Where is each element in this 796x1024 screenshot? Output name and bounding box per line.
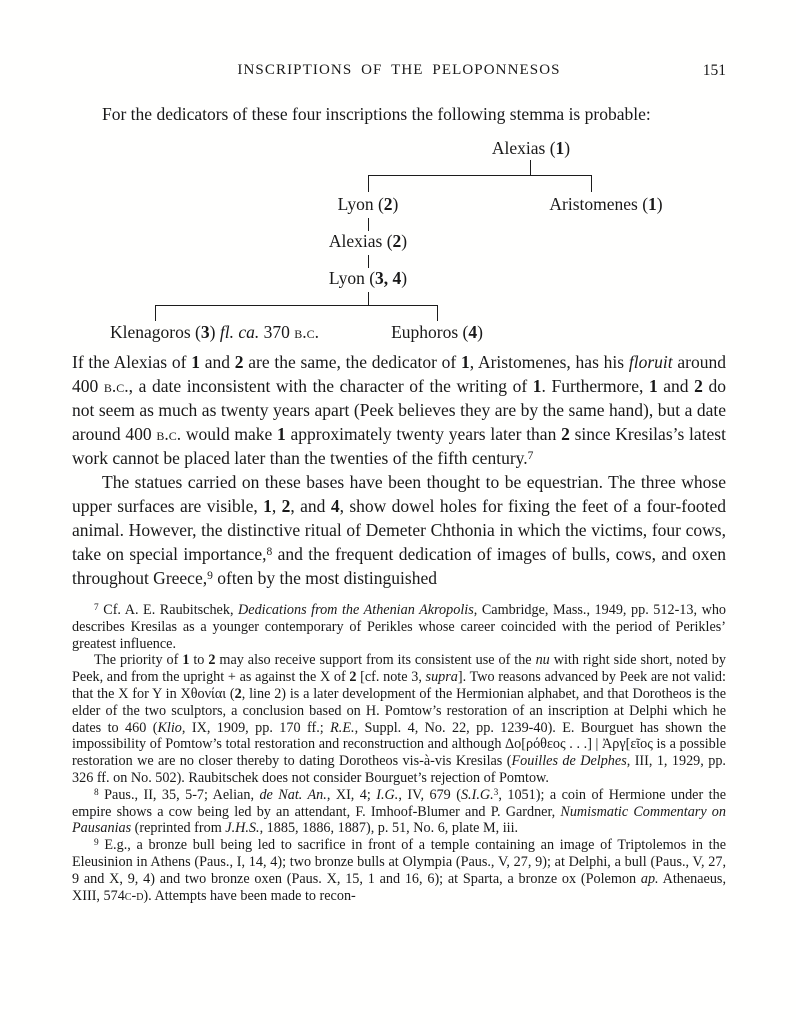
stemma-connector-lyon2-alexias2 (368, 218, 369, 231)
stemma-connector-alexias2-lyon34 (368, 255, 369, 268)
footnote-8: $^8$ Paus., II, 35, 5-7; Aelian, de Nat. An., XI, 4; I.G., IV, 679 (S.I.G.$^3$, 1051); a coin of Hermione under the empire shows a cow being led by an attendant, F. Imhoof-Blumer and P. Gardner, Numismatic Commentary on Pausanias (reprinted from J.H.S., 1885, 1886, 1887), p. 51, No. 6, plate M, iii. (72, 786, 726, 837)
stemma-connector-bar-generation-2 (368, 175, 592, 176)
stemma-node-euphoros-4: Euphoros (4) (391, 322, 483, 342)
stemma-connector-drop-euphoros (437, 305, 438, 321)
stemma-node-klenagoros-3: Klenagoros (3) fl. ca. 370 b.c. (110, 322, 319, 342)
stemma-node-lyon-2: Lyon (2) (337, 194, 399, 214)
stemma-connector-drop-lyon-3-4 (368, 292, 369, 305)
footnotes-section (72, 602, 726, 904)
stemma-connector-bar-generation-5 (155, 305, 437, 306)
running-head (0, 0, 796, 82)
stemma-node-alexias-1: Alexias (1) (491, 138, 571, 158)
body-paragraph-1: If the Alexias of 1 and 2 are the same, the dedicator of 1, Aristomenes, has his floruit around 400 b.c., a date inconsistent with the character of the writing of 1. Furthermore, 1 and 2 do not seem as much as twenty years apart (Peek believes they are by the same hand), but a date around 400 b.c. would make 1 approximately twenty years later than 2 since Kresilas’s latest work cannot be placed later than the twenties of the fifth century.$^7$ (72, 352, 727, 468)
stemma-connector-drop-klenagoros (155, 305, 156, 321)
intro-paragraph: For the dedicators of these four inscriptions the following stemma is probable: (102, 104, 651, 124)
stemma-connector-drop-aristomenes-1 (591, 175, 592, 192)
body-paragraph-2: The statues carried on these bases have been thought to be equestrian. The three whose upper surfaces are visible, 1, 2, and 4, show dowel holes for fixing the feet of a four-footed animal. However, the distinctive ritual of Demeter Chthonia in which the victims, four cows, take on special importance,$^8$ and the frequent dedication of images of bulls, cows, and oxen throughout Greece,$^9$ often by the most distinguished (72, 472, 726, 588)
page-number: 151 (702, 62, 726, 79)
stemma-node-alexias-2: Alexias (2) (328, 231, 408, 251)
running-title: INSCRIPTIONS OF THE PELOPONNESOS (237, 62, 561, 78)
stemma-diagram (0, 130, 796, 342)
footnote-9: $^9$ E.g., a bronze bull being led to sacrifice in front of a temple containing an image of Triptolemos in the Eleusinion in Athens (Paus., I, 14, 4); two bronze bulls at Olympia (Paus., V, 27, 9); at Delphi, a bull (Paus., V, 27, 9 and X, 9, 4) and two bronze oxen (Paus. X, 15, 1 and 16, 6); at Sparta, a bronze ox (Polemon ap. Athenaeus, XIII, 574c-d). Attempts have been made to recon- (72, 837, 727, 904)
stemma-connector-drop-lyon-2 (368, 175, 369, 192)
stemma-node-lyon-3-4: Lyon (3, 4) (328, 268, 408, 288)
footnote-7: $^7$ Cf. A. E. Raubitschek, Dedications from the Athenian Akropolis, Cambridge, Mass., 1949, pp. 512-13, who describes Kresilas as a younger contemporary of Perikles whose career coincided with the period of Perikles’ greatest influence. (72, 602, 727, 652)
stemma-connector-drop-alexias-1 (530, 160, 531, 175)
stemma-node-aristomenes-1: Aristomenes (1) (549, 194, 663, 214)
footnote-7-continued: The priority of 1 to 2 may also receive support from its consistent use of the nu with right side short, noted by Peek, and from the upright + as against the X of 2 [cf. note 3, supra]. Two reasons advanced by Peek are not valid: that the X for Y in Χθονίαι (2, line 2) is a later development of the Hermionian alphabet, and that Dorotheos is the elder of the two sculptors, a conclusion based on H. Pomtow’s restoration of an inscription at Delphi which he dates to 460 (Klio, IX, 1909, pp. 170 ff.; R.E., Suppl. 4, No. 22, pp. 1239-40). E. Bourguet has shown the impossibility of Pomtow’s total restoration and reconstruction and although Δο[ρόθεος . . .] | Ἀργ[εῖος is a possible restoration we are no closer thereby to dating Dorotheos vis-à-vis Kresilas (Fouilles de Delphes, III, 1, 1929, pp. 326 ff. on No. 502). Raubitschek does not consider Bourguet’s rejection of Pomtow. (72, 652, 726, 786)
